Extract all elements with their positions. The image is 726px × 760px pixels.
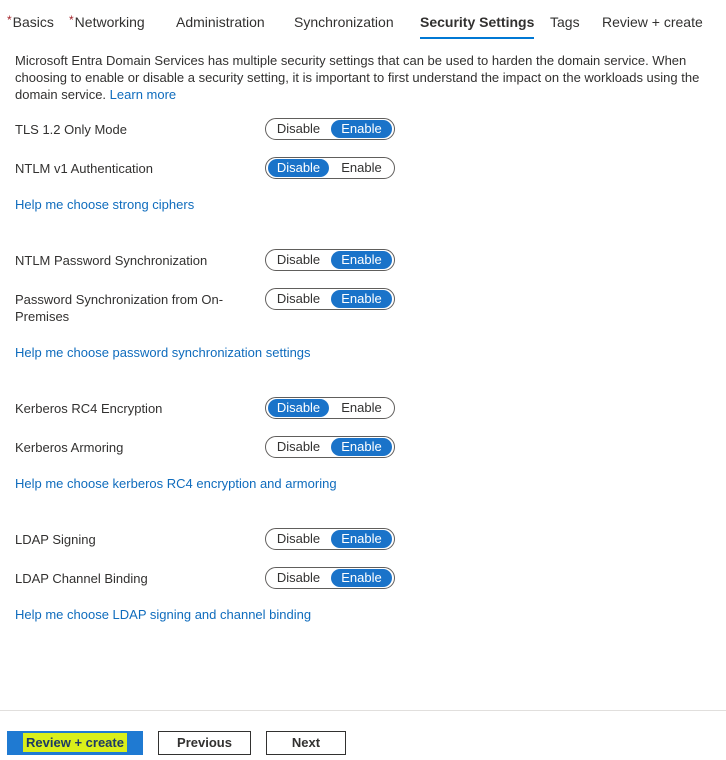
enable-option[interactable]: Enable	[331, 290, 392, 308]
disable-option[interactable]: Disable	[276, 252, 321, 267]
disable-option[interactable]: Disable	[268, 159, 329, 177]
learn-more-link[interactable]: Learn more	[109, 87, 177, 102]
previous-button[interactable]: Previous	[158, 731, 251, 755]
disable-option[interactable]: Disable	[276, 121, 321, 136]
ntlm-password-sync-label: NTLM Password Synchronization	[15, 253, 208, 268]
on-premises-password-sync-toggle[interactable]	[265, 288, 395, 310]
ntlm-v1-authentication-toggle[interactable]	[265, 157, 395, 179]
enable-option[interactable]: Enable	[331, 251, 392, 269]
required-asterisk: *	[7, 13, 12, 27]
tab-networking[interactable]	[69, 14, 145, 30]
tls-only-mode-toggle[interactable]	[265, 118, 395, 140]
ntlm-v1-authentication-label: NTLM v1 Authentication	[15, 161, 154, 176]
tab-tags[interactable]	[550, 14, 580, 30]
enable-option[interactable]: Enable	[341, 160, 382, 175]
tab-label: Networking	[74, 14, 145, 30]
ldap-help-link[interactable]: Help me choose LDAP signing and channel binding	[15, 607, 312, 622]
next-button[interactable]: Next	[266, 731, 346, 755]
tab-synchronization[interactable]	[294, 14, 394, 30]
enable-option[interactable]: Enable	[331, 120, 392, 138]
kerberos-armoring-toggle[interactable]	[265, 436, 395, 458]
tab-label: Basics	[12, 14, 54, 30]
kerberos-armoring-label: Kerberos Armoring	[15, 440, 124, 455]
disable-option[interactable]: Disable	[276, 291, 321, 306]
kerberos-rc4-encryption-label: Kerberos RC4 Encryption	[15, 401, 163, 416]
tab-label: Review + create	[602, 14, 703, 30]
tab-basics[interactable]	[7, 14, 54, 30]
review-create-label: Review + create	[23, 733, 127, 752]
ldap-signing-label: LDAP Signing	[15, 532, 96, 547]
tab-review-create[interactable]	[602, 14, 703, 30]
enable-option[interactable]: Enable	[331, 530, 392, 548]
enable-option[interactable]: Enable	[341, 400, 382, 415]
kerberos-rc4-encryption-toggle[interactable]	[265, 397, 395, 419]
ntlm-password-sync-toggle[interactable]	[265, 249, 395, 271]
enable-option[interactable]: Enable	[331, 438, 392, 456]
tab-label: Synchronization	[294, 14, 394, 30]
tab-administration[interactable]	[176, 14, 265, 30]
tab-label: Security Settings	[420, 14, 535, 30]
kerberos-help-link[interactable]: Help me choose kerberos RC4 encryption and armoring	[15, 476, 337, 491]
ldap-channel-binding-toggle[interactable]	[265, 567, 395, 589]
required-asterisk: *	[69, 13, 74, 27]
security-settings-description	[15, 52, 715, 103]
strong-ciphers-help-link[interactable]: Help me choose strong ciphers	[15, 197, 195, 212]
wizard-tabs	[0, 0, 726, 44]
description-text: Microsoft Entra Domain Services has multiple security settings that can be used to harden the domain service. When choosing to enable or disable a security setting, it is important to first understand the impact on the workloads using the domain service.	[15, 53, 700, 102]
ldap-channel-binding-label: LDAP Channel Binding	[15, 571, 148, 586]
tls-only-mode-label: TLS 1.2 Only Mode	[15, 122, 127, 137]
tab-label: Administration	[176, 14, 265, 30]
disable-option[interactable]: Disable	[276, 570, 321, 585]
disable-option[interactable]: Disable	[276, 531, 321, 546]
enable-option[interactable]: Enable	[331, 569, 392, 587]
disable-option[interactable]: Disable	[268, 399, 329, 417]
review-create-button[interactable]	[7, 731, 143, 755]
tab-security-settings[interactable]	[420, 14, 534, 30]
wizard-footer	[0, 710, 726, 760]
password-sync-help-link[interactable]: Help me choose password synchronization settings	[15, 345, 311, 360]
on-premises-password-sync-label: Password Synchronization from On-Premises	[15, 292, 224, 324]
disable-option[interactable]: Disable	[276, 439, 321, 454]
ldap-signing-toggle[interactable]	[265, 528, 395, 550]
tab-label: Tags	[550, 14, 580, 30]
